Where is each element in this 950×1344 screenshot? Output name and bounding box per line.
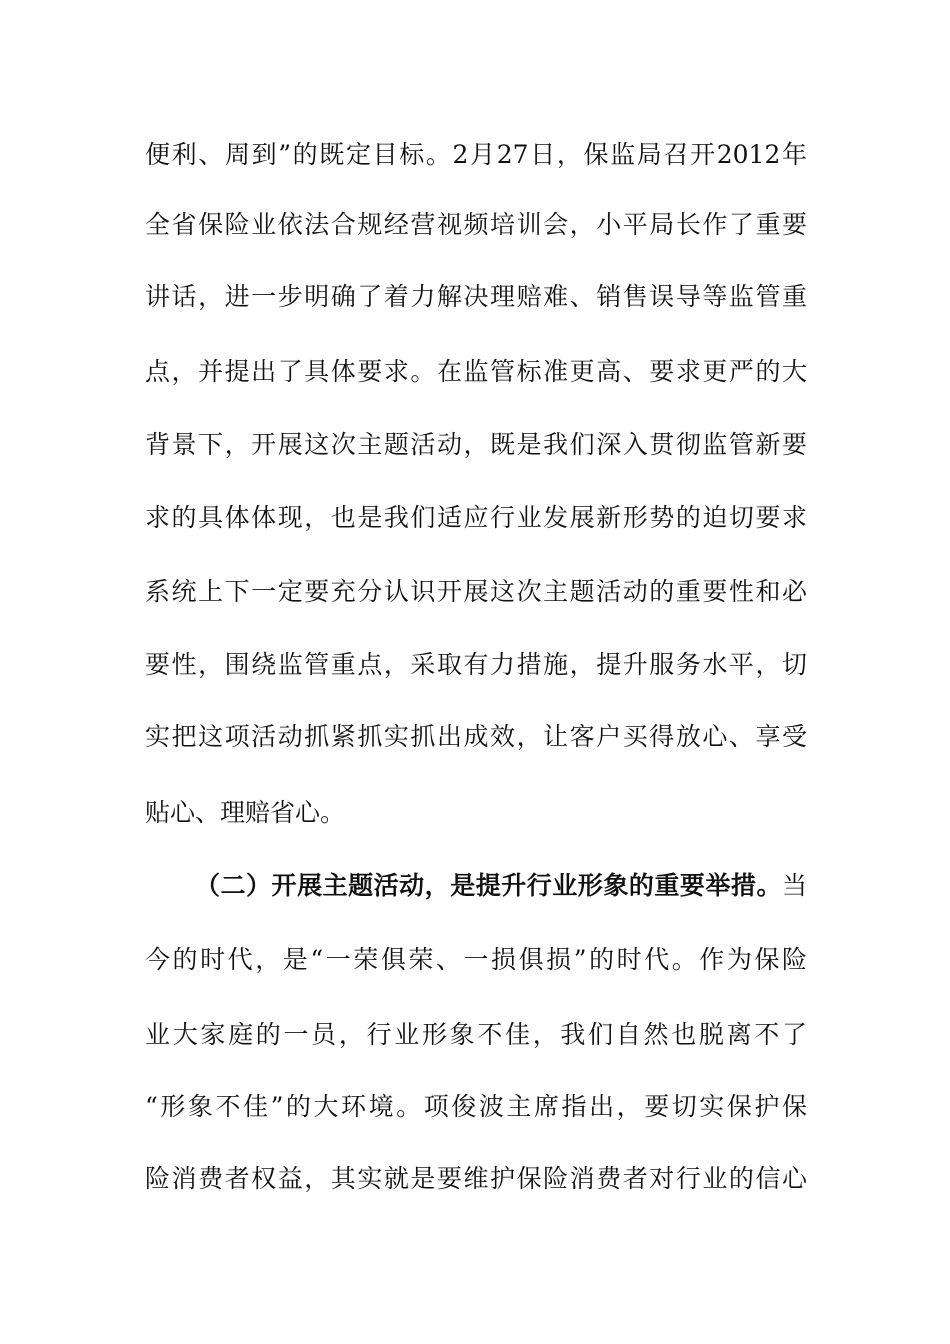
paragraph-line: 求的具体体现，也是我们适应行业发展新形势的迫切要求 [145,503,807,532]
paragraph-line: 便利、周到”的既定目标。2月27日，保监局召开2012年 [145,140,807,169]
paragraph-line: 要性，围绕监管重点，采取有力措施，提升服务水平，切 [145,650,807,679]
paragraph-line: 今的时代，是“一荣俱荣、一损俱损”的时代。作为保险 [145,945,807,974]
paragraph-line: 点，并提出了具体要求。在监管标准更高、要求更严的大 [145,357,807,386]
paragraph-line: “形象不佳”的大环境。项俊波主席指出，要切实保护保 [145,1092,807,1121]
paragraph-line: 险消费者权益，其实就是要维护保险消费者对行业的信心 [145,1164,807,1193]
paragraph-line: 贴心、理赔省心。 [145,798,346,827]
paragraph-line: 业大家庭的一员，行业形象不佳，我们自然也脱离不了 [145,1020,807,1049]
section-heading: （二）开展主题活动，是提升行业形象的重要举措。 [195,871,782,900]
paragraph-line: 全省保险业依法合规经营视频培训会，小平局长作了重要 [145,210,807,239]
section-heading-tail: 当 [781,871,807,900]
section-heading-line [195,866,807,906]
paragraph-line: 讲话，进一步明确了着力解决理赔难、销售误导等监管重 [145,282,807,311]
paragraph-line: 背景下，开展这次主题活动，既是我们深入贯彻监管新要 [145,430,807,459]
paragraph-line: 实把这项活动抓紧抓实抓出成效，让客户买得放心、享受 [145,722,807,751]
paragraph-line: 系统上下一定要充分认识开展这次主题活动的重要性和必 [145,577,807,606]
